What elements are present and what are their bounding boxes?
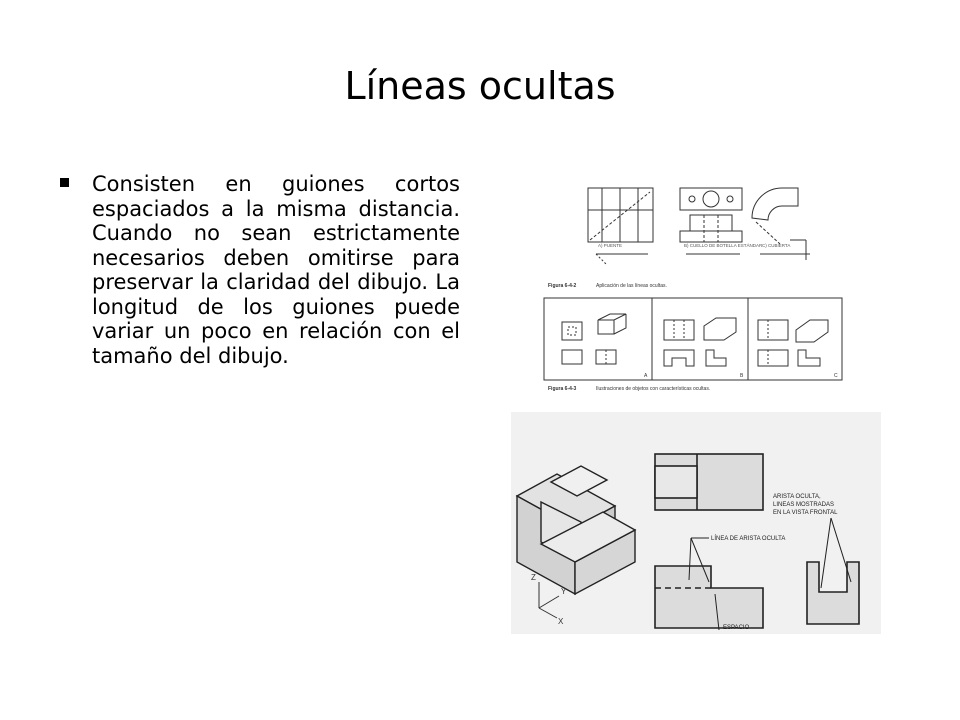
label-lines-shown: LINEAS MOSTRADAS <box>773 502 835 508</box>
figure-caption-2-number: Figura 6-4-3 <box>548 386 577 392</box>
figure-caption-1-text: Aplicación de las líneas ocultas. <box>596 283 667 289</box>
figure-caption-1-number: Figura 6-4-2 <box>548 283 577 289</box>
label-c-cubierta: C) CUBIERTA <box>762 243 791 248</box>
axis-z-label: Z <box>531 573 536 582</box>
label-a-puente: A) PUENTE <box>598 243 623 248</box>
figure-caption-2-text: Ilustraciones de objetos con características ocultas. <box>596 386 711 392</box>
panel-letter-b: B <box>740 373 744 379</box>
slide-title: Líneas ocultas <box>344 64 616 108</box>
hidden-lines-figure-bottom <box>511 412 881 634</box>
square-bullet-icon <box>60 178 69 187</box>
axis-y-label: Y <box>561 587 567 596</box>
hidden-lines-figure-top-drawing <box>540 170 846 396</box>
label-hidden-edge: ARISTA OCULTA, <box>773 494 821 500</box>
hidden-lines-figure-top <box>540 170 846 396</box>
axis-x-label: X <box>558 617 564 626</box>
hidden-lines-figure-bottom-drawing <box>511 412 881 634</box>
panel-letter-a: A <box>644 373 648 379</box>
label-hidden-edge-line: LÍNEA DE ARISTA OCULTA <box>711 536 786 542</box>
label-front-view: EN LA VISTA FRONTAL <box>773 510 838 516</box>
bullet-item <box>60 172 460 368</box>
bullet-text: Consisten en guiones cortos espaciados a la misma distancia. Cuando no sean estrictamente necesarios deben omitirse para preservar la claridad del dibujo. La longitud de los guiones puede variar un poco en relación con el tamaño del dibujo. <box>92 172 460 368</box>
panel-letter-c: C <box>834 373 838 379</box>
label-space: ESPACIO <box>723 625 750 631</box>
label-b-cuello: B) CUELLO DE BOTELLA ESTÁNDAR <box>684 243 763 248</box>
